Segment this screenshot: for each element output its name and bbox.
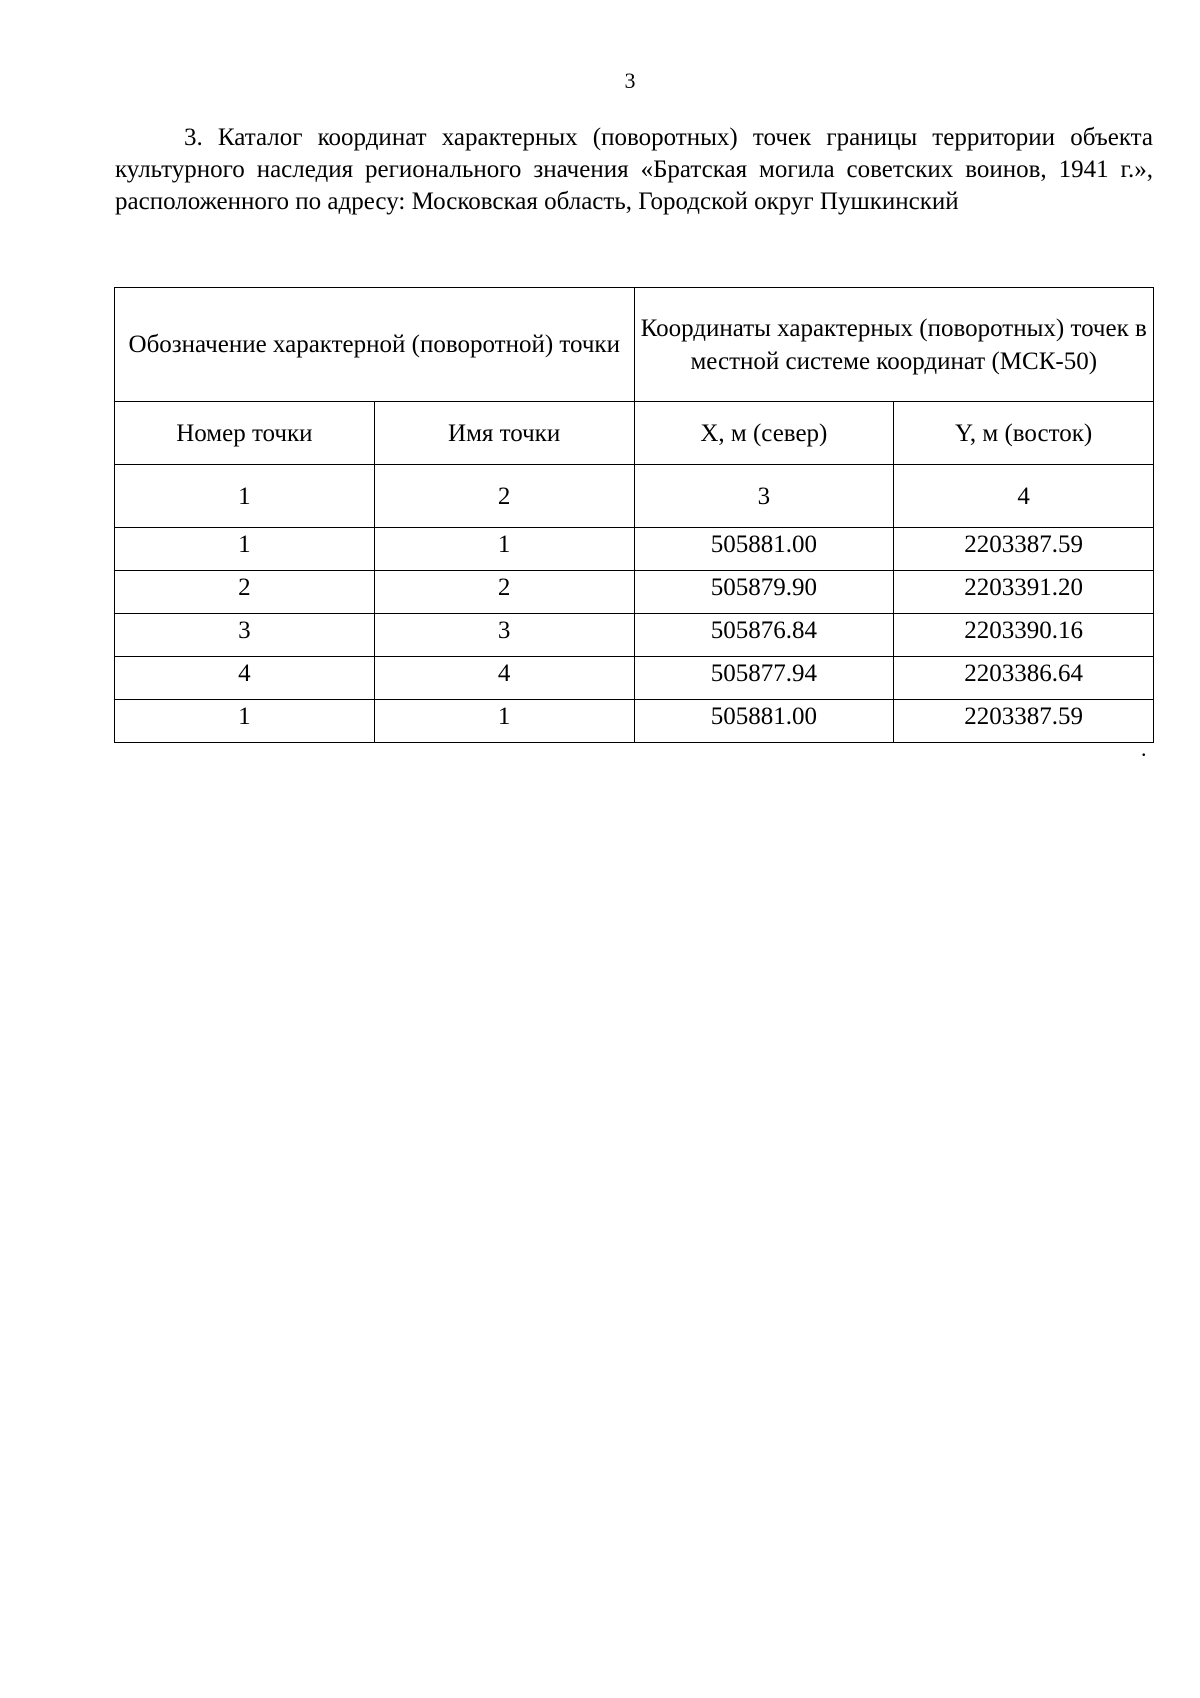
trailing-period-mark: . bbox=[1141, 736, 1147, 761]
cell-point-name: 2 bbox=[374, 571, 634, 614]
column-number: 1 bbox=[115, 465, 375, 528]
table-row bbox=[115, 700, 1154, 743]
coordinates-catalog-table bbox=[114, 287, 1154, 743]
cell-point-number: 1 bbox=[115, 700, 375, 743]
subheader-x-north: X, м (север) bbox=[634, 402, 894, 465]
cell-y-coordinate: 2203387.59 bbox=[894, 528, 1154, 571]
table-header-row bbox=[115, 288, 1154, 402]
cell-x-coordinate: 505879.90 bbox=[634, 571, 894, 614]
page-number: 3 bbox=[624, 68, 636, 93]
cell-x-coordinate: 505877.94 bbox=[634, 657, 894, 700]
cell-y-coordinate: 2203391.20 bbox=[894, 571, 1154, 614]
catalog-intro-paragraph: 3. Каталог координат характерных (поворотных) точек границы территории объекта культурного наследия регионального значения «Братская могила советских воинов, 1941 г.», расположенного по адресу: Московская область, Городской округ Пушкинский bbox=[115, 124, 1153, 215]
cell-point-number: 2 bbox=[115, 571, 375, 614]
header-point-designation: Обозначение характерной (поворотной) точки bbox=[115, 288, 635, 402]
cell-point-name: 3 bbox=[374, 614, 634, 657]
cell-point-name: 1 bbox=[374, 528, 634, 571]
table-subheader-row bbox=[115, 402, 1154, 465]
subheader-point-name: Имя точки bbox=[374, 402, 634, 465]
cell-point-number: 3 bbox=[115, 614, 375, 657]
cell-x-coordinate: 505881.00 bbox=[634, 700, 894, 743]
cell-point-number: 1 bbox=[115, 528, 375, 571]
cell-x-coordinate: 505881.00 bbox=[634, 528, 894, 571]
table-row bbox=[115, 571, 1154, 614]
table-row bbox=[115, 657, 1154, 700]
column-number: 3 bbox=[634, 465, 894, 528]
cell-y-coordinate: 2203387.59 bbox=[894, 700, 1154, 743]
cell-point-name: 4 bbox=[374, 657, 634, 700]
header-point-coordinates: Координаты характерных (поворотных) точек в местной системе координат (МСК-50) bbox=[634, 288, 1154, 402]
cell-y-coordinate: 2203390.16 bbox=[894, 614, 1154, 657]
column-number: 4 bbox=[894, 465, 1154, 528]
table-row bbox=[115, 528, 1154, 571]
cell-y-coordinate: 2203386.64 bbox=[894, 657, 1154, 700]
cell-x-coordinate: 505876.84 bbox=[634, 614, 894, 657]
table-row bbox=[115, 614, 1154, 657]
cell-point-name: 1 bbox=[374, 700, 634, 743]
column-number-row bbox=[115, 465, 1154, 528]
subheader-point-number: Номер точки bbox=[115, 402, 375, 465]
column-number: 2 bbox=[374, 465, 634, 528]
subheader-y-east: Y, м (восток) bbox=[894, 402, 1154, 465]
cell-point-number: 4 bbox=[115, 657, 375, 700]
